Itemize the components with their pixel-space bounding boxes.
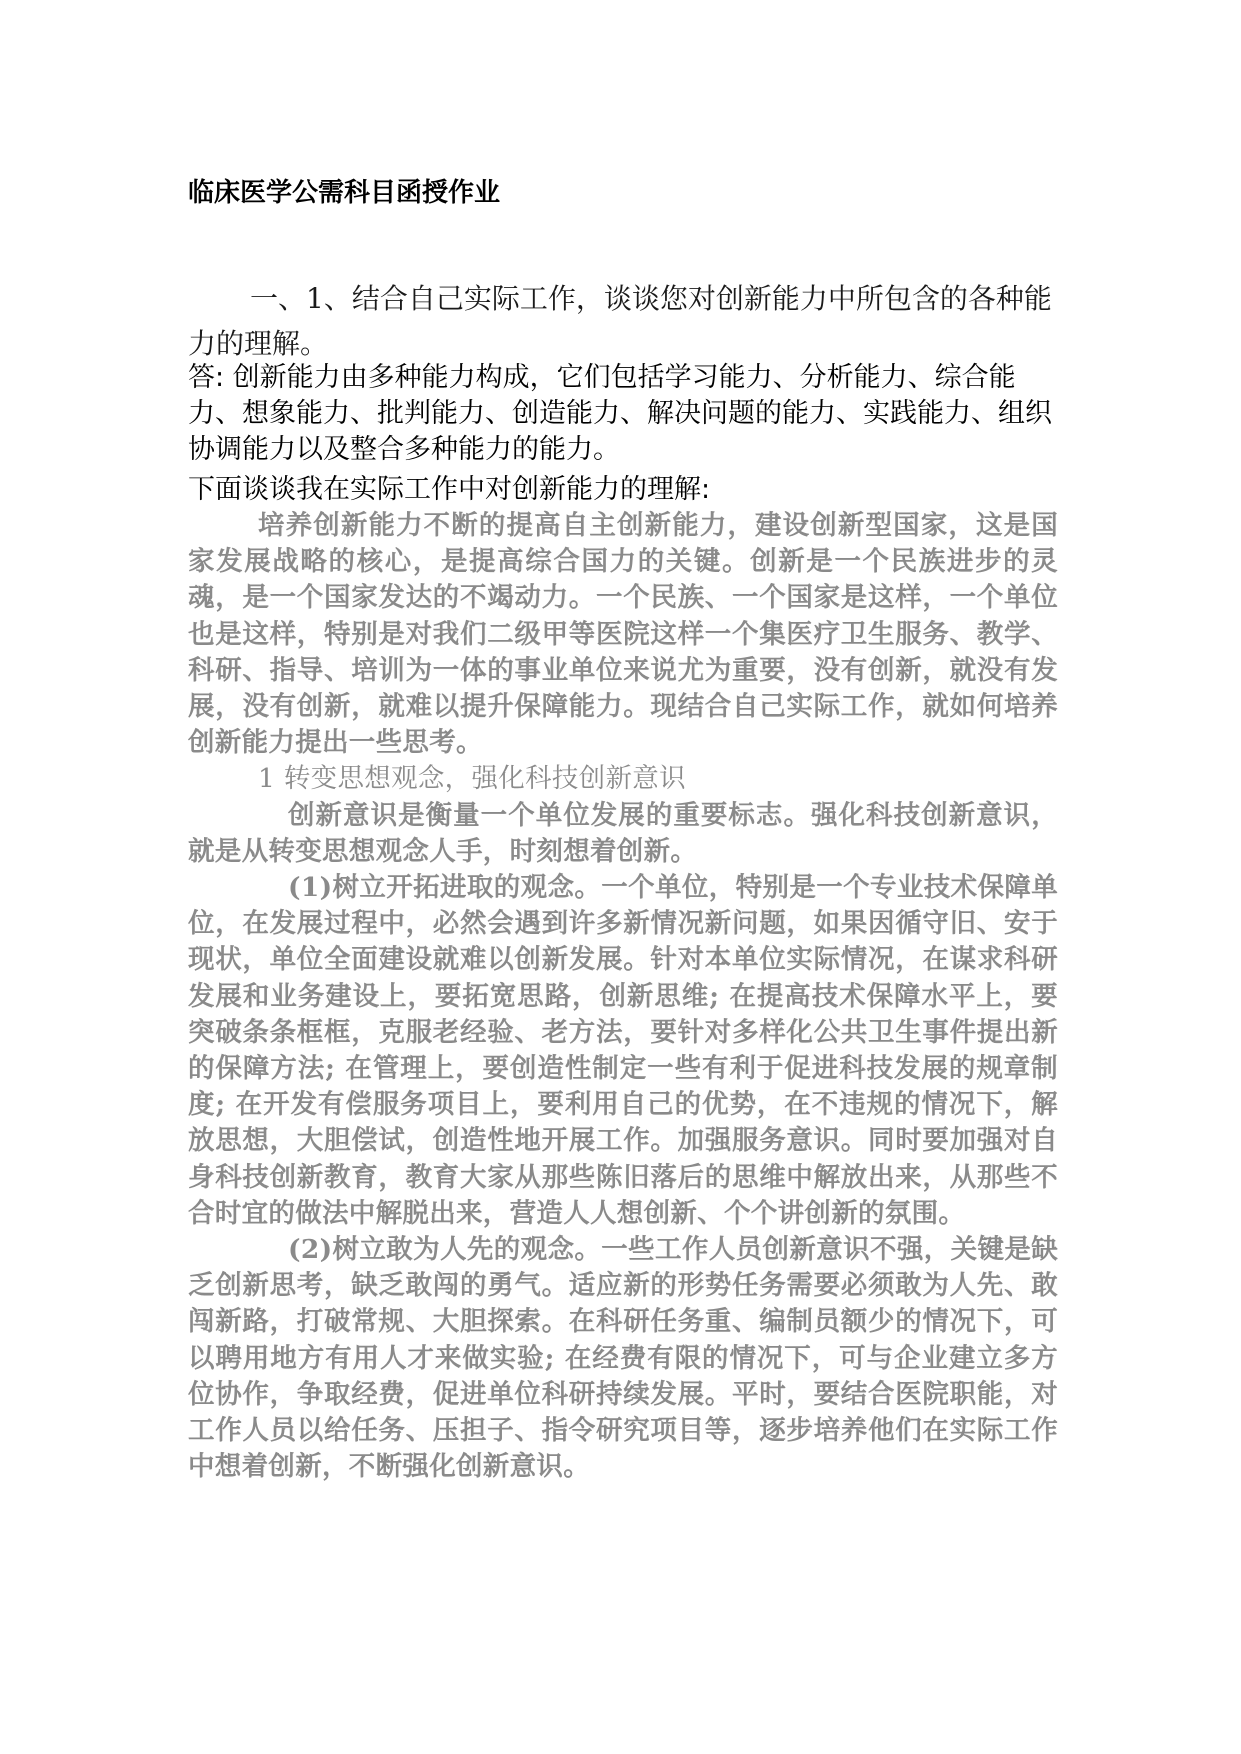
body-paragraph-2: 创新意识是衡量一个单位发展的重要标志。强化科技创新意识，就是从转变思想观念人手，时刻想着创新。 [188,799,1058,867]
question-text: 一、1、结合自己实际工作，谈谈您对创新能力中所包含的各种能力的理解。 [188,282,1052,360]
section-heading-1: 1 转变思想观念，强化科技创新意识 [258,763,686,795]
intro-text: 下面谈谈我在实际工作中对创新能力的理解: [188,474,711,505]
faded-body [188,508,1058,1485]
body-paragraph-4: (2)树立敢为人先的观念。一些工作人员创新意识不强，关键是缺乏创新思考，缺乏敢闯的勇气。适应新的形势任务需要必须敢为人先、敢闯新路，打破常规、大胆探索。在科研任务重、编制员额少的情况下，可以聘用地方有用人才来做实验; 在经费有限的情况下，可与企业建立多方位协作，争取经费，促进单位科研持续发展。平时，要结合医院职能，对工作人员以给任务、压担子、指令研究项目等，逐步培养他们在实际工作中想着创新，不断强化创新意识。 [188,1234,1058,1483]
body-paragraph-1: 培养创新能力不断的提高自主创新能力，建设创新型国家，这是国家发展战略的核心，是提高综合国力的关键。创新是一个民族进步的灵魂，是一个国家发达的不竭动力。一个民族、一个国家是这样，一个单位也是这样，特别是对我们二级甲等医院这样一个集医疗卫生服务、教学、科研、指导、培训为一体的事业单位来说尤为重要，没有创新，就没有发展，没有创新，就难以提升保障能力。现结合自己实际工作，就如何培养创新能力提出一些思考。 [188,510,1058,759]
document-title: 临床医学公需科目函授作业 [188,178,501,208]
body-paragraph-3: (1)树立开拓进取的观念。一个单位，特别是一个专业技术保障单位，在发展过程中，必然会遇到许多新情况新问题，如果因循守旧、安于现状，单位全面建设就难以创新发展。针对本单位实际情况，在谋求科研发展和业务建设上，要拓宽思路，创新思维; 在提高技术保障水平上，要突破条条框框，克服老经验、老方法，要针对多样化公共卫生事件提出新的保障方法; 在管理上，要创造性制定一些有利于促进科技发展的规章制度; 在开发有偿服务项目上，要利用自己的优势，在不违规的情况下，解放思想，大胆偿试，创造性地开展工作。加强服务意识。同时要加强对自身科技创新教育，教育大家从那些陈旧落后的思维中解放出来，从那些不合时宜的做法中解脱出来，营造人人想创新、个个讲创新的氛围。 [188,872,1058,1229]
answer-text: 答: 创新能力由多种能力构成，它们包括学习能力、分析能力、综合能力、想象能力、批判能力、创造能力、解决问题的能力、实践能力、组织协调能力以及整合多种能力的能力。 [188,362,1052,465]
